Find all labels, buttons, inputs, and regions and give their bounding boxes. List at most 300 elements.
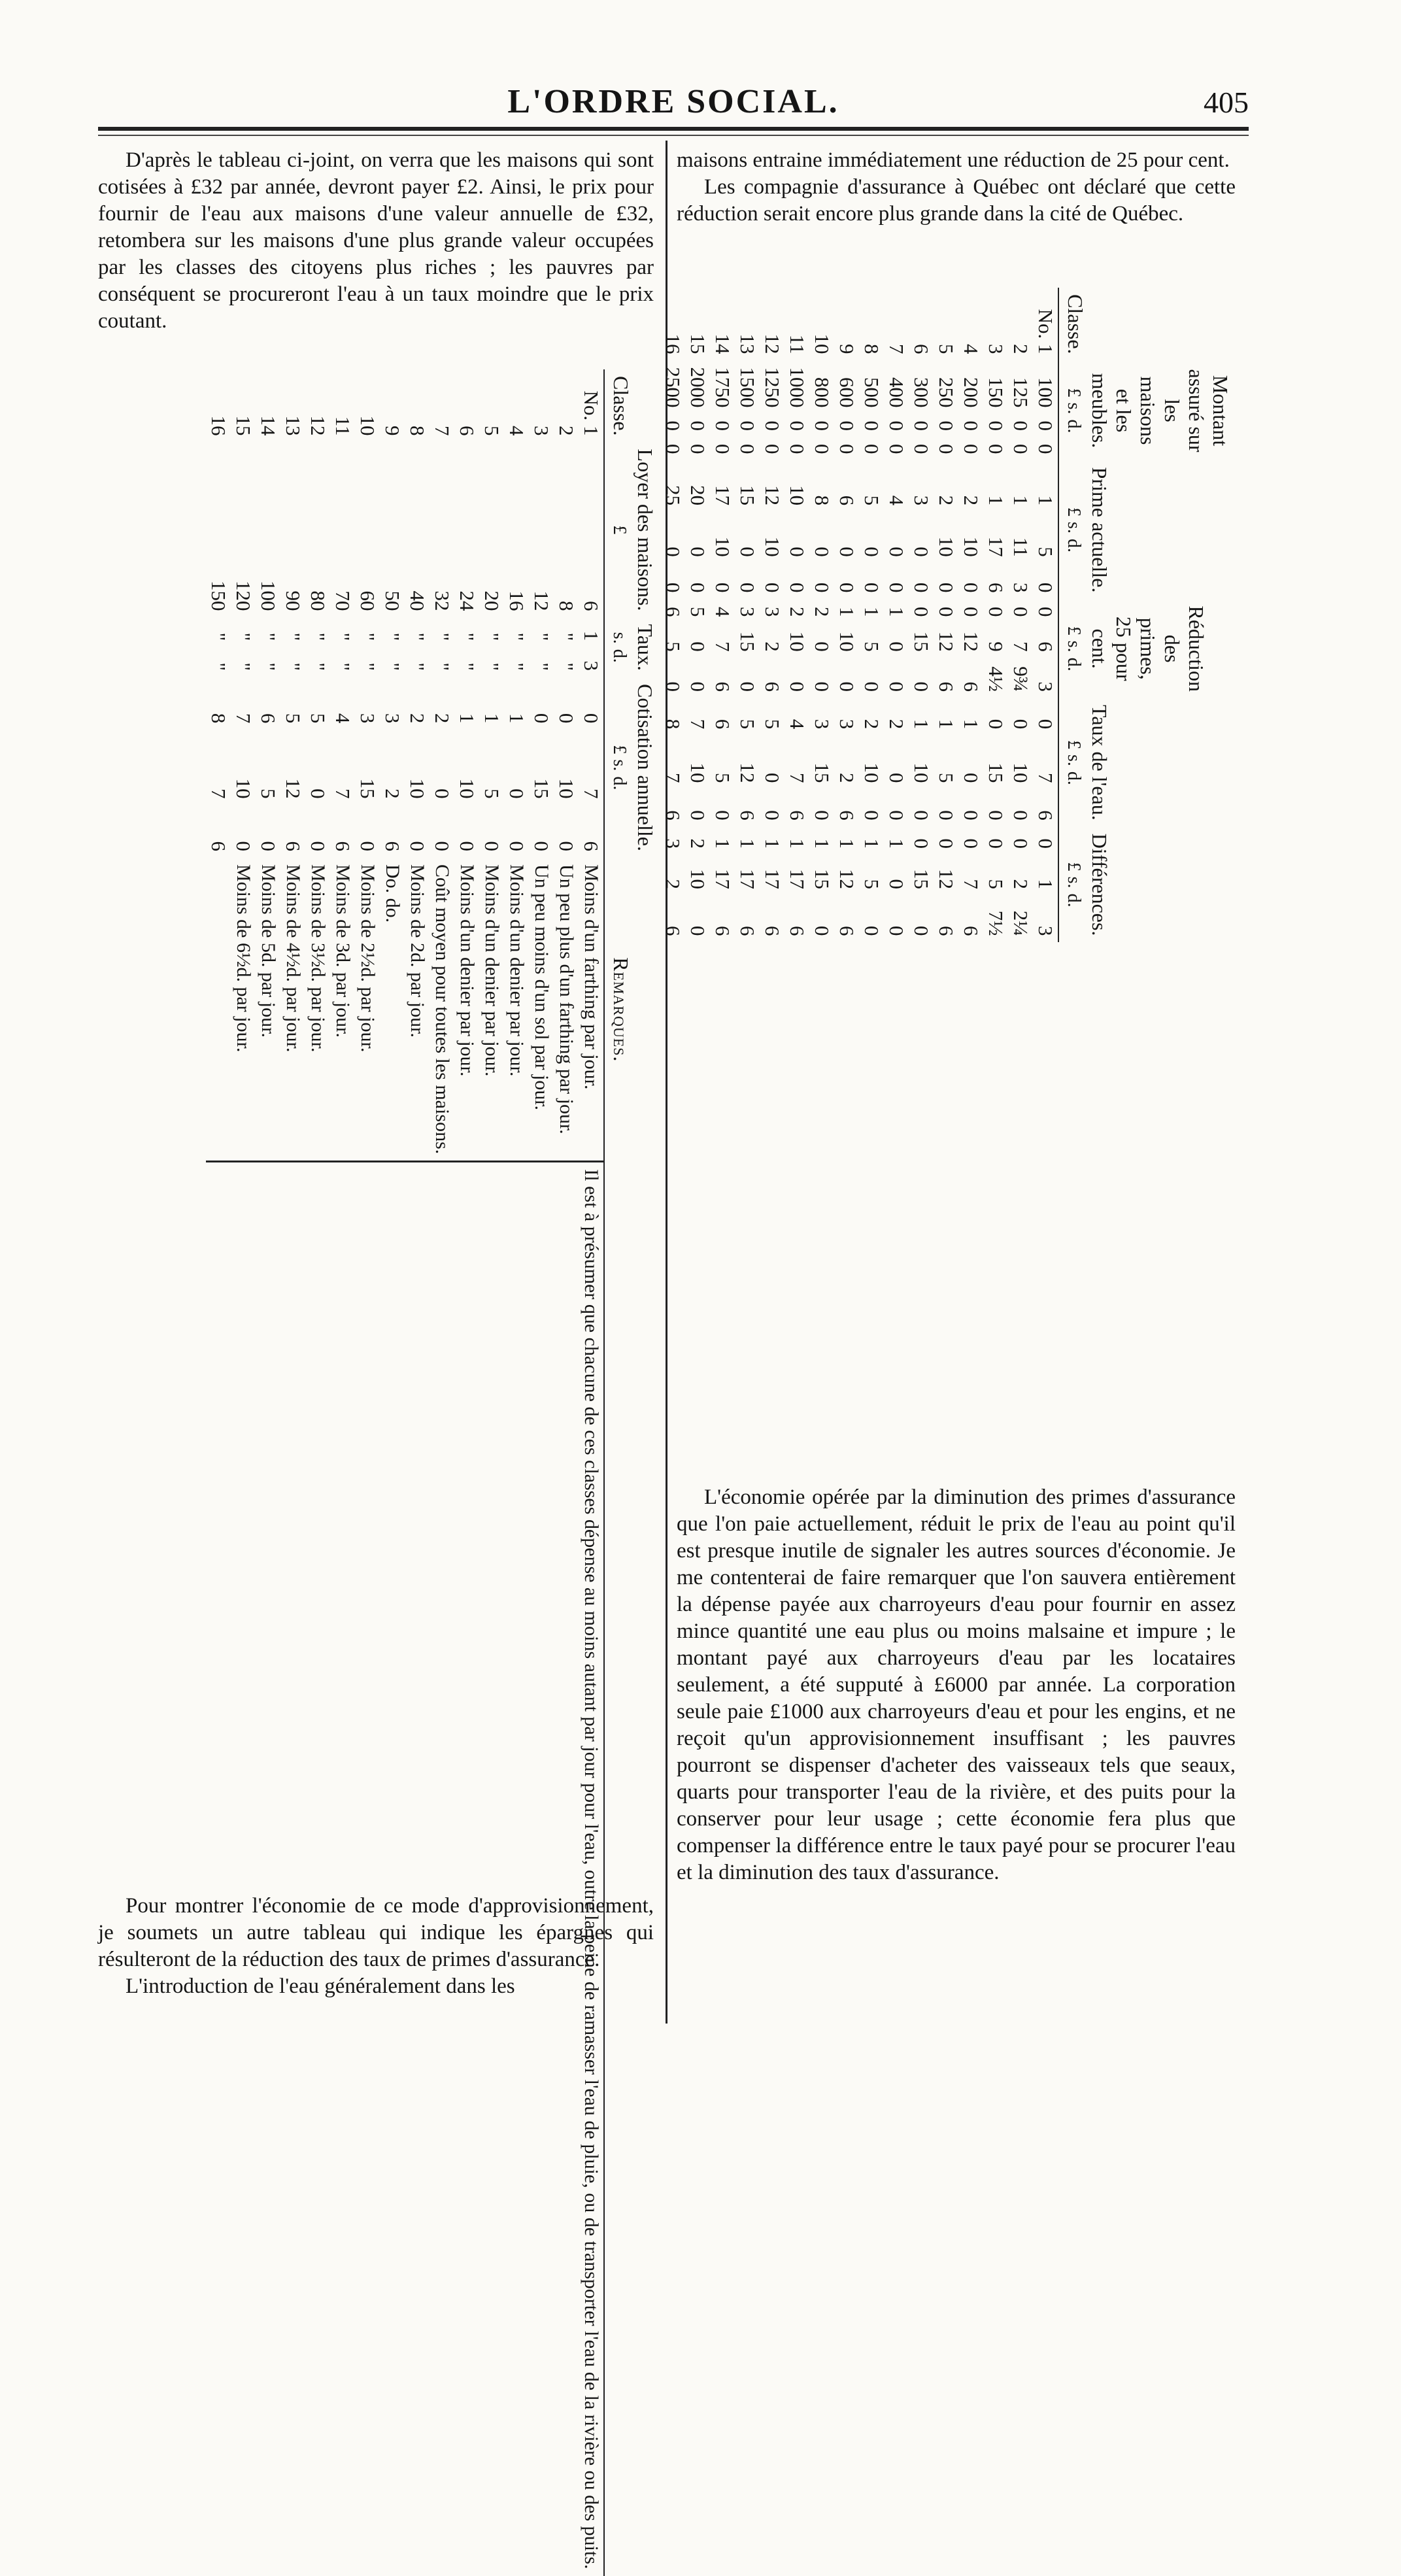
t2-cell-d-d: 6 <box>960 925 983 936</box>
header-rule-thin <box>98 135 1249 136</box>
t2-cell-d-d: 3 <box>1034 925 1057 936</box>
t1-cot-pounds: 2 <box>431 713 454 724</box>
t2-cell-r-l: 0 <box>985 607 1007 617</box>
t2-cell-t-l: 0 <box>1009 719 1032 730</box>
t2-cell-r-l: 5 <box>686 607 709 617</box>
t2-cell-m-d: 0 <box>910 444 933 454</box>
t1-cot-pence: 0 <box>555 841 578 851</box>
t2-cell-montant: 150 <box>985 377 1007 408</box>
t2-header-montant <box>1058 361 1232 461</box>
t2-cell-classe: 7 <box>885 344 908 354</box>
t2-cell-montant: 2000 <box>686 367 709 408</box>
t1-taux-s: " <box>555 632 578 641</box>
t1-taux-d: " <box>307 662 329 671</box>
t2-cell-r-d: 9¾ <box>1009 666 1032 692</box>
t2-cell-t-s: 5 <box>711 773 734 783</box>
t1-taux-d: 3 <box>580 660 603 671</box>
t2-cell-d-d: 0 <box>885 925 908 936</box>
t2-cell-r-s: 10 <box>786 631 809 652</box>
t2-cell-m-d: 0 <box>811 444 834 454</box>
t1-classe: 12 <box>307 415 329 436</box>
t2-cell-d-s: 10 <box>686 868 709 889</box>
t1-remark: Moins de 3d. par jour. <box>332 864 354 1038</box>
rent-contribution-table <box>206 369 657 2576</box>
t1-cot-pounds: 1 <box>505 713 528 724</box>
t2-cell-p-d: 0 <box>1034 582 1057 593</box>
t2-cell-t-s: 5 <box>935 773 958 783</box>
t1-cot-shillings: 0 <box>431 788 454 799</box>
t2-cell-r-d: 0 <box>811 681 834 692</box>
t2-cell-p-d: 0 <box>885 582 908 593</box>
t2-cell-p-s: 0 <box>736 547 759 557</box>
t2-cell-p-s: 10 <box>761 536 784 557</box>
t2-cell-m-s: 0 <box>811 420 834 432</box>
t2-cell-r-s: 0 <box>686 641 709 652</box>
t2-cell-m-d: 0 <box>662 444 684 454</box>
t2-cell-p-l: 8 <box>811 495 834 506</box>
t1-cot-pence: 6 <box>381 841 404 851</box>
t1-classe: 4 <box>505 426 528 436</box>
t1-taux-d: " <box>356 662 379 671</box>
table-row <box>710 288 735 942</box>
t2-header-taux-eau-label: Taux de l'eau. <box>1088 705 1111 821</box>
t1-cot-shillings: 10 <box>406 778 429 799</box>
table-row <box>884 288 909 942</box>
t2-cell-r-d: 6 <box>960 681 983 692</box>
t2-cell-r-d: 0 <box>910 681 933 692</box>
t2-cell-d-s: 12 <box>935 868 958 889</box>
t2-cell-p-d: 0 <box>910 582 933 593</box>
t1-remark: Do. do. <box>382 864 403 923</box>
table-row <box>660 288 685 942</box>
t1-taux-s: " <box>282 632 305 641</box>
t2-cell-t-s: 7 <box>1034 773 1057 783</box>
t1-loyer: 70 <box>331 590 354 611</box>
t1-classe: 3 <box>530 426 553 436</box>
t2-cell-d-s: 17 <box>761 868 784 889</box>
table1-rotator <box>206 369 657 2576</box>
t2-cell-montant: 1750 <box>711 367 734 408</box>
t2-cell-p-s: 5 <box>1034 547 1057 557</box>
t2-cell-d-d: 0 <box>910 925 933 936</box>
t2-unit-s-2: s. <box>1064 522 1084 534</box>
t2-cell-r-l: 2 <box>811 607 834 617</box>
t2-cell-m-d: 0 <box>860 444 883 454</box>
t2-cell-t-l: 2 <box>860 719 883 730</box>
t2-cell-m-s: 0 <box>736 420 759 432</box>
t1-taux-d: " <box>431 662 454 671</box>
t1-classe: 8 <box>406 426 429 436</box>
t2-cell-t-l: 7 <box>686 719 709 730</box>
t2-cell-t-l: 4 <box>786 719 809 730</box>
t2-header-reduction-label: Réduction des primes, 25 pour cent. <box>1088 605 1208 692</box>
t1-taux-s: " <box>331 632 354 641</box>
t2-cell-d-l: 1 <box>860 838 883 849</box>
t2-cell-t-s: 2 <box>836 773 858 783</box>
t2-cell-montant: 200 <box>960 377 983 408</box>
t2-cell-montant: 100 <box>1034 377 1057 408</box>
t2-cell-t-s: 10 <box>860 762 883 783</box>
t2-cell-d-s: 12 <box>836 868 858 889</box>
t1-body <box>206 369 604 2576</box>
t2-cell-t-l: 1 <box>910 719 933 730</box>
t2-cell-r-s: 9 <box>985 641 1007 652</box>
right-paragraph-3: L'économie opérée par la diminution des primes d'assurance que l'on paie actuellement, réduit le prix de l'eau au point qu'il est presque inutile de signaler les autres sources d'économie. Je me contenterai de faire remarquer que l'on sauvera entièrement la dépense payée aux charroyeurs d'eau pour fournir en assez mince quantité une eau plus ou moins malsaine et impure ; le montant payé aux charroyeurs d'eau par les locataires seulement, a été supputé à £6000 par année. La corporation seule paie £1000 aux charroyeurs d'eau et pour les engins, et ne reçoit qu'un approvisionnement insuffisant ; les pauvres pourront se dispenser d'acheter des vaisseaux tels que seaux, quarts pour transporter l'eau de la rivière, et des puits pour la conserver pour leur usage ; cette économie fera plus que compenser la différence entre le taux payé pour se procurer l'eau et la diminution des taux d'assurance. <box>677 1485 1236 1884</box>
t2-cell-d-s: 5 <box>985 879 1007 889</box>
t1-cot-pence: 0 <box>356 841 379 851</box>
t2-cell-p-l: 1 <box>1009 495 1032 506</box>
table-row <box>859 288 884 942</box>
t2-cell-r-d: 4½ <box>985 666 1007 692</box>
t1-header-remarques: Remarques. <box>604 858 657 1162</box>
t2-cell-p-l: 12 <box>761 485 784 506</box>
table-row <box>760 288 785 942</box>
t1-remark: Moins de 4½d. par jour. <box>282 864 304 1053</box>
t2-unit-pound-4: £ <box>1064 739 1084 749</box>
t2-cell-montant: 600 <box>836 377 858 408</box>
t1-classe: No. 1 <box>580 390 603 436</box>
t2-cell-montant: 125 <box>1009 377 1032 408</box>
t1-cot-shillings: 10 <box>555 778 578 799</box>
t2-cell-m-d: 0 <box>885 444 908 454</box>
t2-cell-d-s: 1 <box>1034 879 1057 889</box>
t2-unit-s-3: s. <box>1064 640 1084 652</box>
t2-header-prime-label: Prime actuelle. <box>1088 467 1111 593</box>
t2-cell-p-l: 3 <box>910 495 933 506</box>
t1-cot-pence: 0 <box>257 841 280 851</box>
t1-cot-pounds: 3 <box>356 713 379 724</box>
journal-title: L'ORDRE SOCIAL. <box>507 83 839 120</box>
t1-loyer: 6 <box>580 601 603 611</box>
t1-classe: 7 <box>431 426 454 436</box>
t1-loyer: 20 <box>481 590 503 611</box>
t1-remark: Un peu moins d'un sol par jour. <box>531 864 552 1111</box>
t1-taux-s: 1 <box>580 630 603 641</box>
t2-cell-m-d: 0 <box>736 444 759 454</box>
t2-cell-d-l: 1 <box>811 838 834 849</box>
t2-cell-p-d: 6 <box>985 582 1007 593</box>
t2-cell-r-s: 2 <box>761 641 784 652</box>
t2-body <box>660 288 1058 942</box>
t1-remark: Moins d'un farthing par jour. <box>581 864 602 1090</box>
t2-cell-p-s: 10 <box>960 536 983 557</box>
t1-loyer: 32 <box>431 590 454 611</box>
t2-cell-t-l: 2 <box>885 719 908 730</box>
t2-cell-r-l: 0 <box>960 607 983 617</box>
t1-note: Il est à présumer que chacune de ces classes dépense au moins autant par jour pour l'eau, outre la peine de ramasser l'eau de pluie, ou de transporter l'eau de la rivière ou des puits. <box>206 1162 604 2576</box>
t2-cell-t-s: 0 <box>960 773 983 783</box>
t2-cell-d-l: 2 <box>686 838 709 849</box>
t1-cot-pounds: 5 <box>282 713 305 724</box>
t1-classe: 13 <box>282 415 305 436</box>
t2-cell-p-l: 10 <box>786 485 809 506</box>
t2-unit-pound-5: £ <box>1064 862 1084 872</box>
t2-cell-p-s: 10 <box>711 536 734 557</box>
t2-cell-d-d: 6 <box>662 925 684 936</box>
t2-cell-classe: 11 <box>786 334 809 354</box>
t2-cell-m-s: 0 <box>960 420 983 432</box>
t2-cell-t-l: 5 <box>736 719 759 730</box>
t2-unit-pound-3: £ <box>1064 626 1084 636</box>
t1-taux-s: " <box>530 632 553 641</box>
t1-cot-shillings: 12 <box>282 778 305 799</box>
t2-cell-t-l: 5 <box>761 719 784 730</box>
t1-cot-pence: 0 <box>456 841 479 851</box>
t2-cell-classe: 9 <box>836 344 858 354</box>
t1-cot-pence: 0 <box>232 841 255 851</box>
t2-cell-m-d: 0 <box>985 444 1007 454</box>
t2-unit-d-2: d. <box>1064 538 1084 552</box>
t2-unit-s-4: s. <box>1064 754 1084 766</box>
t1-cot-pence: 0 <box>530 841 553 851</box>
t2-cell-m-s: 0 <box>910 420 933 432</box>
t2-cell-m-s: 0 <box>1009 420 1032 432</box>
t2-cell-p-s: 0 <box>885 547 908 557</box>
t1-loyer: 24 <box>456 590 479 611</box>
t2-cell-p-l: 2 <box>935 495 958 506</box>
t2-cell-d-d: 6 <box>836 925 858 936</box>
t2-cell-r-d: 0 <box>836 681 858 692</box>
t2-cell-t-s: 7 <box>662 773 684 783</box>
t2-cell-r-s: 7 <box>711 641 734 652</box>
t2-unit-s-1: s. <box>1064 402 1084 415</box>
t2-cell-r-l: 3 <box>761 607 784 617</box>
t2-cell-t-d: 6 <box>836 810 858 821</box>
t1-header-taux-label: Taux. <box>633 624 657 671</box>
t2-cell-m-s: 0 <box>985 420 1007 432</box>
t1-taux-s: " <box>505 632 528 641</box>
t2-cell-t-d: 0 <box>960 810 983 821</box>
t2-cell-m-s: 0 <box>711 420 734 432</box>
running-head <box>98 78 1249 131</box>
t1-cot-pounds: 0 <box>555 713 578 724</box>
t2-cell-r-l: 0 <box>910 607 933 617</box>
t2-cell-d-l: 0 <box>910 838 933 849</box>
t2-cell-t-d: 0 <box>1009 810 1032 821</box>
t2-cell-d-l: 3 <box>662 838 684 849</box>
t1-cot-pounds: 5 <box>307 713 329 724</box>
t1-loyer: 60 <box>356 590 379 611</box>
t1-remark: Un peu plus d'un farthing par jour. <box>556 864 577 1134</box>
t2-header-reduction <box>1058 599 1232 698</box>
t2-cell-t-d: 6 <box>786 810 809 821</box>
t1-cot-shillings: 7 <box>580 788 603 799</box>
t2-cell-p-s: 0 <box>786 547 809 557</box>
left-column-top <box>98 147 654 335</box>
t1-taux-s: " <box>232 632 255 641</box>
t2-cell-r-d: 6 <box>761 681 784 692</box>
t2-cell-t-l: 0 <box>985 719 1007 730</box>
t2-cell-t-s: 15 <box>985 762 1007 783</box>
t2-cell-p-d: 0 <box>711 582 734 593</box>
t2-cell-r-d: 0 <box>736 681 759 692</box>
t1-taux-d: " <box>406 662 429 671</box>
t1-loyer: 8 <box>555 601 578 611</box>
t2-cell-m-s: 0 <box>1034 420 1057 432</box>
t2-cell-r-d: 6 <box>935 681 958 692</box>
t2-header-differences <box>1058 827 1232 943</box>
insurance-premium-table <box>660 288 1232 942</box>
t2-cell-r-s: 5 <box>860 641 883 652</box>
t1-cot-pence: 0 <box>505 841 528 851</box>
t1-cot-pounds: 1 <box>481 713 503 724</box>
t2-cell-t-l: 1 <box>935 719 958 730</box>
t2-cell-p-l: 1 <box>1034 495 1057 506</box>
t2-cell-p-l: 20 <box>686 485 709 506</box>
t2-cell-d-l: 1 <box>885 838 908 849</box>
t2-cell-t-d: 0 <box>811 810 834 821</box>
t2-cell-p-s: 11 <box>1009 537 1032 557</box>
t2-cell-p-d: 0 <box>836 582 858 593</box>
t2-cell-p-l: 4 <box>885 495 908 506</box>
t1-cot-shillings: 5 <box>257 788 280 799</box>
t2-cell-r-d: 6 <box>711 681 734 692</box>
t2-cell-classe: 12 <box>761 333 784 354</box>
t2-cell-m-d: 0 <box>960 444 983 454</box>
t1-classe: 16 <box>207 415 230 436</box>
t2-cell-t-s: 10 <box>910 762 933 783</box>
t2-cell-t-s: 7 <box>786 773 809 783</box>
t1-classe: 2 <box>555 426 578 436</box>
table-row <box>579 369 604 2576</box>
t2-cell-p-s: 10 <box>935 536 958 557</box>
t1-classe: 6 <box>456 426 479 436</box>
t2-cell-d-s: 17 <box>786 868 809 889</box>
t1-loyer: 50 <box>381 590 404 611</box>
t2-header-classe: Classe. <box>1058 288 1232 361</box>
t2-cell-classe: 14 <box>711 333 734 354</box>
t2-cell-m-s: 0 <box>935 420 958 432</box>
t1-taux-d: " <box>481 662 503 671</box>
t1-header-cotisation-label: Cotisation annuelle. <box>633 684 657 851</box>
t2-cell-m-s: 0 <box>786 420 809 432</box>
t1-taux-s: " <box>381 632 404 641</box>
t1-header-classe: Classe. <box>604 369 657 443</box>
t2-cell-p-l: 5 <box>860 495 883 506</box>
t2-cell-r-s: 0 <box>811 641 834 652</box>
t1-cot-pounds: 8 <box>207 713 230 724</box>
t2-cell-p-d: 0 <box>662 582 684 593</box>
t1-unit-pound-2: £ <box>609 745 630 754</box>
t2-cell-p-l: 2 <box>960 495 983 506</box>
t2-cell-d-s: 2 <box>1009 879 1032 889</box>
t2-cell-montant: 1000 <box>786 367 809 408</box>
t2-cell-d-l: 0 <box>1034 838 1057 849</box>
right-paragraph-1: maisons entraine immédiatement une réduction de 25 pour cent. <box>677 148 1230 172</box>
t2-cell-d-d: 2¼ <box>1009 910 1032 936</box>
t1-cot-shillings: 7 <box>207 788 230 799</box>
t2-unit-d-3: d. <box>1064 657 1084 671</box>
t2-cell-d-d: 0 <box>860 925 883 936</box>
t1-cot-pence: 0 <box>307 841 329 851</box>
t2-cell-d-d: 6 <box>935 925 958 936</box>
t2-cell-m-s: 0 <box>885 420 908 432</box>
t2-cell-d-s: 15 <box>910 868 933 889</box>
t2-cell-p-l: 17 <box>711 485 734 506</box>
t1-loyer: 40 <box>406 590 429 611</box>
t1-header-note <box>604 1162 657 2576</box>
t1-cot-pence: 6 <box>331 841 354 851</box>
t2-cell-p-s: 0 <box>662 547 684 557</box>
t2-cell-m-d: 0 <box>935 444 958 454</box>
t1-loyer: 90 <box>282 590 305 611</box>
t2-cell-d-s: 7 <box>960 879 983 889</box>
t2-header-prime <box>1058 461 1232 600</box>
t2-unit-d-4: d. <box>1064 771 1084 785</box>
t1-cot-shillings: 5 <box>481 788 503 799</box>
t2-cell-p-l: 1 <box>985 495 1007 506</box>
t2-cell-t-l: 3 <box>811 719 834 730</box>
t2-cell-d-l: 0 <box>960 838 983 849</box>
t2-unit-s-5: s. <box>1064 876 1084 889</box>
table-row <box>909 288 934 942</box>
t2-cell-d-l: 1 <box>711 838 734 849</box>
t2-cell-t-l: 0 <box>1034 719 1057 730</box>
t2-cell-p-s: 17 <box>985 536 1007 557</box>
t1-classe: 5 <box>481 426 503 436</box>
table-row <box>934 288 958 942</box>
header-rule <box>98 127 1249 131</box>
right-column-top <box>677 147 1236 228</box>
t2-cell-r-l: 2 <box>786 607 809 617</box>
t2-cell-t-d: 0 <box>935 810 958 821</box>
t2-cell-montant: 400 <box>885 377 908 408</box>
t2-cell-classe: 8 <box>860 344 883 354</box>
t2-cell-p-s: 0 <box>910 547 933 557</box>
t1-remark: Moins de 6½d. par jour. <box>233 864 254 1053</box>
t2-cell-t-s: 15 <box>811 762 834 783</box>
t2-cell-r-l: 1 <box>860 607 883 617</box>
t1-unit-pound: £ <box>609 525 630 535</box>
t2-cell-r-d: 0 <box>885 681 908 692</box>
t2-cell-t-d: 0 <box>860 810 883 821</box>
t2-cell-r-d: 0 <box>860 681 883 692</box>
t2-cell-p-d: 3 <box>1009 582 1032 593</box>
t1-remark: Moins de 5d. par jour. <box>258 864 279 1038</box>
t1-header-taux <box>604 618 657 678</box>
t2-header-differences-label: Différences. <box>1088 833 1111 936</box>
t2-cell-r-l: 0 <box>935 607 958 617</box>
t2-cell-d-d: 6 <box>761 925 784 936</box>
t2-cell-p-d: 0 <box>736 582 759 593</box>
t2-cell-t-d: 0 <box>985 810 1007 821</box>
t2-cell-montant: 2500 <box>662 367 684 408</box>
t2-cell-p-s: 0 <box>836 547 858 557</box>
t2-cell-r-s: 5 <box>662 641 684 652</box>
t2-cell-p-d: 0 <box>860 582 883 593</box>
table-row <box>1008 288 1033 942</box>
t2-cell-r-s: 0 <box>885 641 908 652</box>
t1-taux-d: " <box>232 662 255 671</box>
t2-cell-m-s: 0 <box>860 420 883 432</box>
t2-cell-d-d: 6 <box>736 925 759 936</box>
t1-taux-s: " <box>431 632 454 641</box>
t2-cell-d-l: 0 <box>1009 838 1032 849</box>
t1-remark: Coût moyen pour toutes les maisons. <box>431 864 453 1155</box>
t1-remark: Moins d'un denier par jour. <box>481 864 503 1077</box>
t2-cell-t-s: 10 <box>1009 762 1032 783</box>
t2-cell-d-d: 0 <box>811 925 834 936</box>
t1-unit-s-2: s. <box>609 759 630 771</box>
t1-taux-s: " <box>481 632 503 641</box>
t2-cell-d-d: 0 <box>686 925 709 936</box>
t2-cell-classe: 5 <box>935 344 958 354</box>
t1-loyer: 80 <box>307 590 329 611</box>
t2-cell-d-l: 1 <box>786 838 809 849</box>
t1-loyer: 16 <box>505 590 528 611</box>
t2-cell-r-l: 1 <box>836 607 858 617</box>
t2-cell-r-d: 0 <box>686 681 709 692</box>
